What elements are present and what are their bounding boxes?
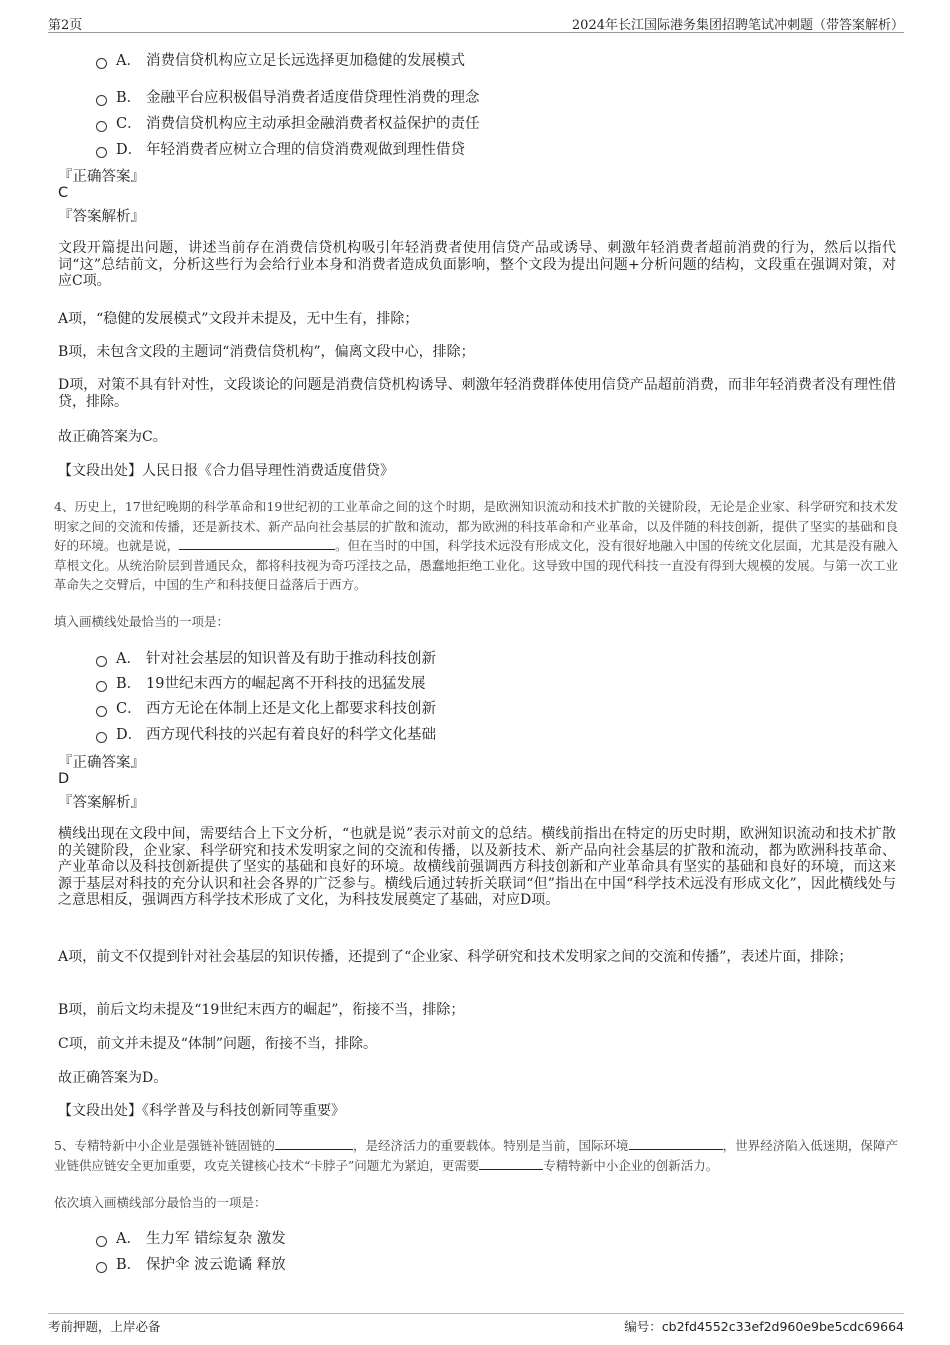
q4-analysis-main: 横线出现在文段中间，需要结合上下文分析，“也就是说”表示对前文的总结。横线前指出在特定的历史时期，欧洲知识流动和技术扩散的关键阶段，企业家、科学研究和技术发明家之间的交流和传播，以及新技术、新产品向社会基层的扩散和流动，都为欧洲科技革命、产业革命以及科技创新提供了坚实的基础和良好的环境。故横线前强调西方科技创新和产业革命具有坚实的基础和良好的环境，而这来源于基层对科技的充分认识和社会各界的广泛参与。横线后通过转折关联词“但”指出在中国“科学技术远没有形成文化”，因此横线处与之意思相反，强调西方科学技术形成了文化，为科技发展奠定了基础，对应D项。 (58, 826, 896, 908)
radio-icon[interactable] (96, 1262, 107, 1273)
answer-blank (629, 1137, 723, 1150)
radio-icon[interactable] (96, 58, 107, 69)
q5-stem: 5、专精特新中小企业是强链补链固链的 ，是经济活力的重要载体。特别是当前，国际环境 ，世界经济陷入低迷期，保障产业链供应链安全更加重要，攻克关键核心技术“卡脖子”问题尤为紧迫，更需要 专精特新中小企业的创新活力。 (54, 1138, 898, 1173)
q4-prompt: 填入画横线处最恰当的一项是： (54, 614, 230, 629)
q3-analysis-main: 文段开篇提出问题，讲述当前存在消费信贷机构吸引年轻消费者使用信贷产品或诱导、刺激年轻消费者超前消费的行为，然后以指代词“这”总结前文，分析这些行为会给行业本身和消费者造成负面影响，整个文段为提出问题+分析问题的结构，文段重在强调对策，对应C项。 (58, 240, 896, 289)
q4-analysis-label: 『答案解析』 (58, 795, 145, 811)
q4-option-a[interactable]: A． 针对社会基层的知识普及有助于推动科技创新 (96, 647, 436, 667)
q4-answer: D (58, 771, 70, 787)
q5-prompt: 依次填入画横线部分最恰当的一项是： (54, 1195, 267, 1210)
answer-blank (275, 1137, 353, 1150)
q4-answer-label: 『正确答案』 (58, 755, 145, 771)
q3-option-d[interactable]: D． 年轻消费者应树立合理的信贷消费观做到理性借贷 (96, 138, 465, 158)
q4-conclusion: 故正确答案为D。 (58, 1070, 168, 1086)
document-code: 编号：cb2fd4552c33ef2d960e9be5cdc69664 (624, 1319, 904, 1334)
q3-option-b[interactable]: B． 金融平台应积极倡导消费者适度借贷理性消费的理念 (96, 86, 480, 106)
q4-analysis-b: B项，前后文均未提及“19世纪末西方的崛起”，衔接不当，排除； (58, 1002, 465, 1018)
q3-answer-label: 『正确答案』 (58, 169, 145, 185)
q3-analysis-label: 『答案解析』 (58, 209, 145, 225)
radio-icon[interactable] (96, 1236, 107, 1247)
document-title: 2024年长江国际港务集团招聘笔试冲刺题（带答案解析） (571, 18, 904, 33)
radio-icon[interactable] (96, 147, 107, 158)
page-footer (48, 1313, 904, 1340)
page-number: 第2页 (48, 18, 83, 33)
q4-option-c[interactable]: C． 西方无论在体制上还是文化上都要求科技创新 (96, 697, 436, 717)
q3-analysis-a: A项，“稳健的发展模式”文段并未提及，无中生有，排除； (58, 311, 419, 327)
q4-stem: 4、历史上，17世纪晚期的科学革命和19世纪初的工业革命之间的这个时期，是欧洲知识流动和技术扩散的关键阶段，无论是企业家、科学研究和技术发明家之间的交流和传播，还是新技术、新产品向社会基层的扩散和流动，都为欧洲的科技革命和产业革命，以及伴随的科技创新，提供了坚实的基础和良好的环境。也就是说， 。但在当时的中国，科学技术远没有形成文化，没有很好地融入中国的传统文化层面，尤其是没有融入草根文化。从统治阶层到普通民众，都将科技视为奇巧淫技之品，愚蠢地拒绝工业化。这导致中国的现代科技一直没有得到大规模的发展。与第一次工业革命失之交臂后，中国的生产和科技便日益落后于西方。 (54, 499, 898, 592)
footer-slogan: 考前押题，上岸必备 (48, 1319, 161, 1334)
radio-icon[interactable] (96, 732, 107, 743)
q5-option-b[interactable]: B． 保护伞 波云诡谲 释放 (96, 1253, 286, 1273)
q3-source: 【文段出处】人民日报《合力倡导理性消费适度借贷》 (58, 463, 394, 479)
q4-source: 【文段出处】《科学普及与科技创新同等重要》 (58, 1103, 345, 1119)
radio-icon[interactable] (96, 95, 107, 106)
q3-option-c[interactable]: C． 消费信贷机构应主动承担金融消费者权益保护的责任 (96, 112, 480, 132)
answer-blank (479, 1157, 543, 1170)
q4-analysis-c: C项，前文并未提及“体制”问题，衔接不当，排除。 (58, 1036, 378, 1052)
radio-icon[interactable] (96, 656, 107, 667)
answer-blank (179, 537, 335, 550)
radio-icon[interactable] (96, 681, 107, 692)
q4-analysis-a: A项，前文不仅提到针对社会基层的知识传播，还提到了“企业家、科学研究和技术发明家之间的交流和传播”，表述片面，排除； (58, 949, 853, 965)
radio-icon[interactable] (96, 706, 107, 717)
q4-option-b[interactable]: B． 19世纪末西方的崛起离不开科技的迅猛发展 (96, 672, 425, 692)
q3-conclusion: 故正确答案为C。 (58, 429, 167, 445)
q3-analysis-d: D项，对策不具有针对性，文段谈论的问题是消费信贷机构诱导、刺激年轻消费群体使用信贷产品超前消费，而非年轻消费者没有理性借贷，排除。 (58, 377, 896, 410)
page-header (48, 8, 904, 33)
q5-option-a[interactable]: A． 生力军 错综复杂 激发 (96, 1227, 286, 1247)
q3-answer: C (58, 185, 69, 201)
radio-icon[interactable] (96, 121, 107, 132)
q4-option-d[interactable]: D． 西方现代科技的兴起有着良好的科学文化基础 (96, 723, 436, 743)
q3-option-a[interactable]: A． 消费信贷机构应立足长远选择更加稳健的发展模式 (96, 49, 465, 69)
q3-analysis-b: B项，未包含文段的主题词“消费信贷机构”，偏离文段中心，排除； (58, 344, 475, 360)
